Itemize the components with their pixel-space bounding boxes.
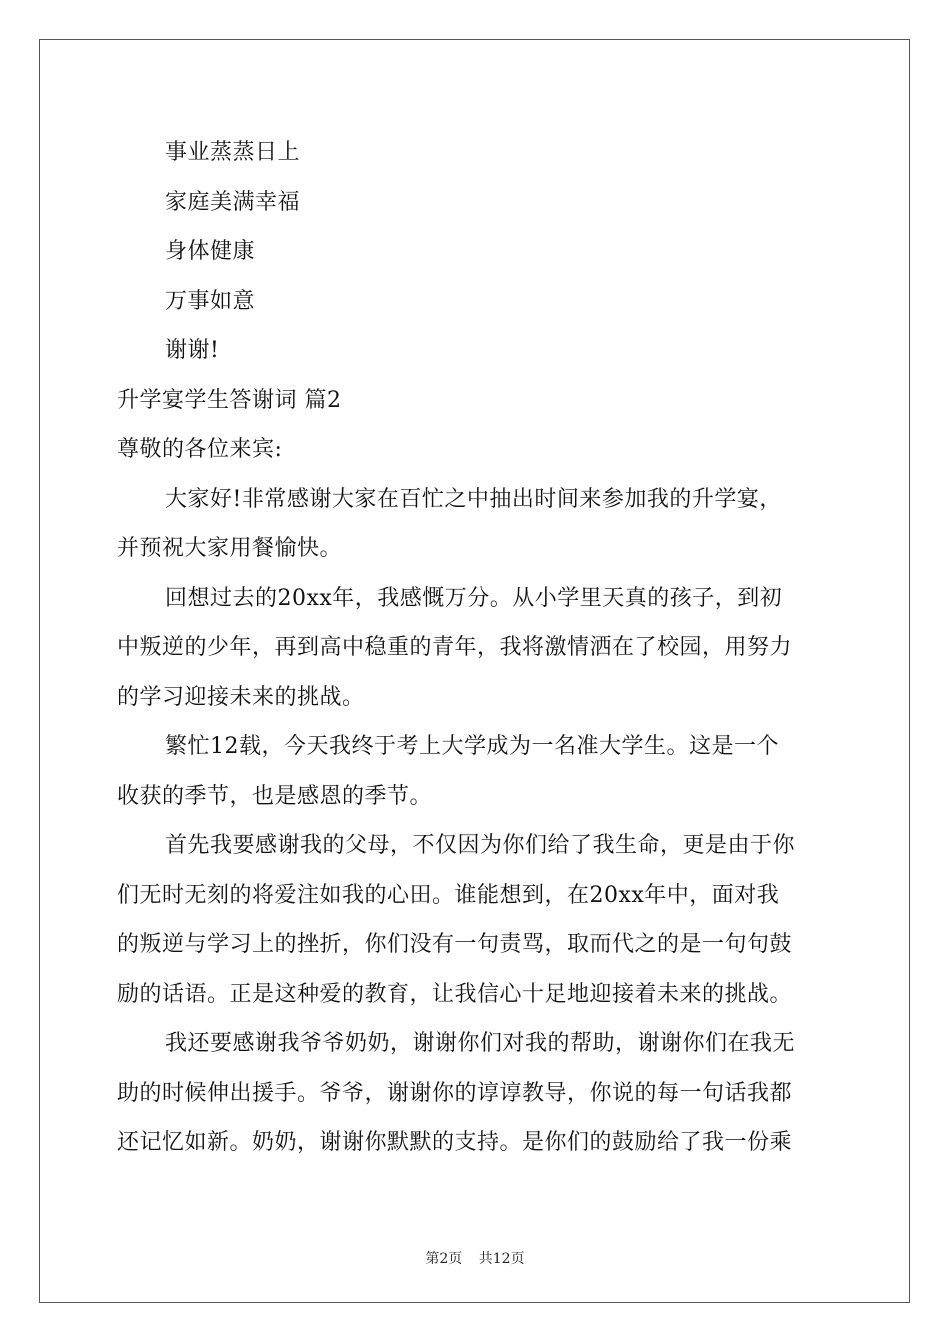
total-page-count: 共12页 — [478, 1251, 525, 1267]
paragraph-line: 还记忆如新。奶奶，谢谢你默默的支持。是你们的鼓励给了我一份乘 — [117, 1130, 793, 1155]
closing-line-3: 身体健康 — [165, 239, 256, 264]
paragraph-2 — [117, 574, 837, 723]
closing-line-5: 谢谢! — [165, 338, 220, 363]
paragraph-3 — [117, 722, 837, 821]
paragraph-line: 我还要感谢我爷爷奶奶，谢谢你们对我的帮助，谢谢你们在我无 — [165, 1031, 796, 1056]
paragraph-line: 繁忙12载，今天我终于考上大学成为一名准大学生。这是一个 — [165, 734, 779, 759]
paragraph-line: 助的时候伸出援手。爷爷，谢谢你的谆谆教导，你说的每一句话我都 — [117, 1080, 793, 1106]
paragraph-4 — [117, 821, 837, 1019]
paragraph-line: 首先我要感谢我的父母，不仅因为你们给了我生命，更是由于你 — [165, 833, 796, 858]
paragraph-1 — [117, 475, 837, 574]
paragraph-line: 的叛逆与学习上的挫折，你们没有一句责骂，取而代之的是一句句鼓 — [117, 932, 793, 957]
paragraph-line: 中叛逆的少年，再到高中稳重的青年，我将激情洒在了校园，用努力 — [117, 635, 793, 660]
paragraph-line: 回想过去的20xx年，我感慨万分。从小学里天真的孩子，到初 — [165, 585, 783, 611]
closing-line-2: 家庭美满幸福 — [165, 189, 301, 215]
closing-line-4: 万事如意 — [165, 288, 256, 314]
closing-line-1: 事业蒸蒸日上 — [165, 140, 301, 165]
page-footer — [0, 1248, 950, 1268]
section-title: 升学宴学生答谢词 篇2 — [117, 387, 342, 413]
paragraph-line: 并预祝大家用餐愉快。 — [117, 536, 343, 561]
paragraph-line: 们无时无刻的将爱注如我的心田。谁能想到，在20xx年中，面对我 — [117, 882, 780, 908]
paragraph-line: 大家好!非常感谢大家在百忙之中抽出时间来参加我的升学宴， — [165, 486, 782, 512]
paragraph-5 — [117, 1019, 837, 1168]
paragraph-line: 的学习迎接未来的挑战。 — [117, 684, 365, 710]
paragraph-line: 励的话语。正是这种爱的教育，让我信心十足地迎接着未来的挑战。 — [117, 981, 793, 1007]
salutation: 尊敬的各位来宾: — [117, 437, 283, 462]
document-body — [117, 128, 837, 1168]
current-page-number: 第2页 — [425, 1251, 463, 1267]
paragraph-line: 收获的季节，也是感恩的季节。 — [117, 783, 433, 809]
